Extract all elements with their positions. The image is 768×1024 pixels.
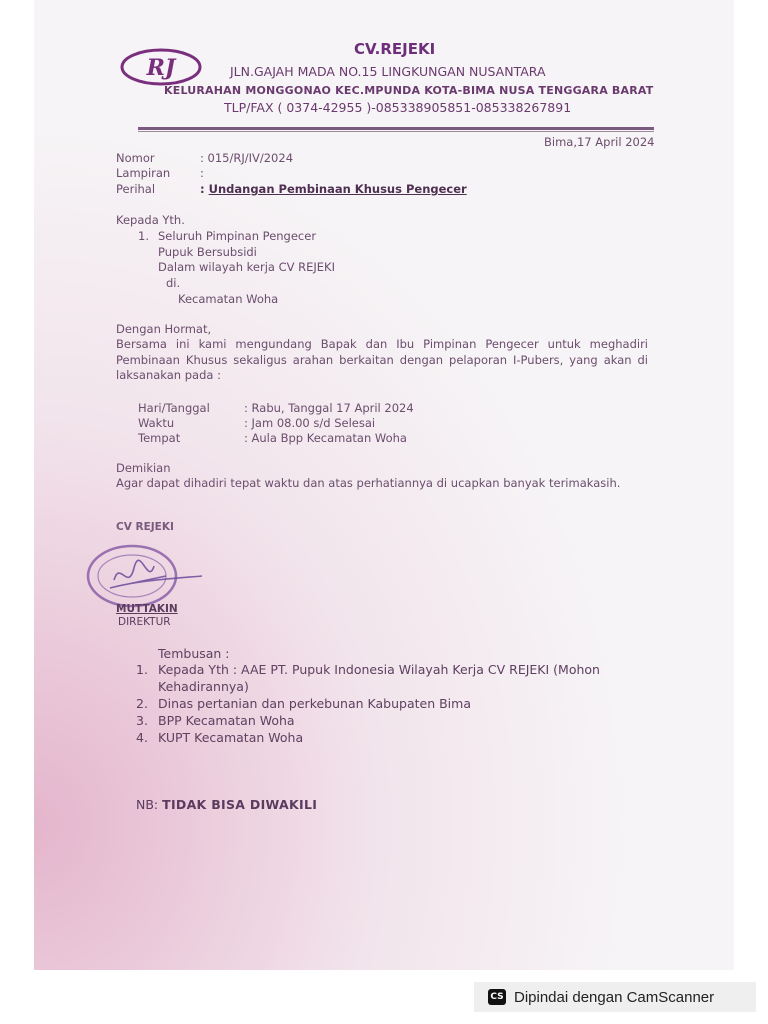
- camscanner-badge: [474, 982, 756, 1012]
- tembusan-item-1-cont: Kehadirannya): [158, 679, 249, 694]
- signature-company: CV REJEKI: [116, 521, 174, 533]
- tembusan-item-4: KUPT Kecamatan Woha: [158, 730, 304, 745]
- address-line-1: JLN.GAJAH MADA NO.15 LINGKUNGAN NUSANTARA: [230, 64, 546, 79]
- lampiran-value: :: [200, 166, 204, 180]
- company-name: CV.REJEKI: [354, 40, 436, 58]
- phone-line: TLP/FAX ( 0374-42955 )-085338905851-085338267891: [224, 100, 572, 115]
- closing-line-2: Agar dapat dihadiri tepat waktu dan atas perhatiannya di ucapkan banyak terimakasih.: [116, 476, 621, 490]
- signer-title: DIREKTUR: [118, 616, 171, 628]
- address-line-2: KELURAHAN MONGGONAO KEC.MPUNDA KOTA-BIMA NUSA TENGGARA BARAT: [164, 84, 654, 97]
- company-logo: [120, 48, 202, 86]
- recipient-line-1: Seluruh Pimpinan Pengecer: [158, 229, 317, 243]
- recipient-line-4: di.: [166, 276, 181, 290]
- perihal-colon: :: [200, 182, 205, 196]
- nomor-label: Nomor: [116, 151, 155, 165]
- closing-line-1: Demikian: [116, 461, 171, 475]
- schedule-label-place: Tempat: [138, 431, 181, 445]
- recipient-line-3: Dalam wilayah kerja CV REJEKI: [158, 260, 335, 274]
- perihal-subject: Undangan Pembinaan Khusus Pengecer: [208, 182, 467, 196]
- recipient-line-2: Pupuk Bersubsidi: [158, 245, 257, 259]
- body-paragraph: Bersama ini kami mengundang Bapak dan Ibu Pimpinan Pengecer untuk meghadiri Pembinaan Khusus sekaligus arahan berkaitan dengan pelaporan I-Pubers, yang akan di laksanakan pada :: [116, 337, 648, 382]
- recipient-greeting: Kepada Yth.: [116, 213, 185, 227]
- header-rule: [138, 127, 654, 130]
- note: [136, 797, 317, 812]
- lampiran-label: Lampiran: [116, 166, 171, 180]
- logo-text: RJ: [146, 55, 176, 81]
- camscanner-text: Dipindai dengan CamScanner: [514, 988, 715, 1006]
- letter-page: [34, 0, 734, 970]
- signer-name: MUTTAKIN: [116, 603, 178, 615]
- salutation: Dengan Hormat,: [116, 322, 212, 336]
- perihal-value: [200, 182, 467, 196]
- header-rule-thin: [138, 131, 654, 132]
- camscanner-icon: CS: [488, 989, 506, 1005]
- note-label: NB:: [136, 797, 159, 812]
- tembusan-item-3: BPP Kecamatan Woha: [158, 713, 295, 728]
- recipient-number: 1.: [138, 229, 149, 243]
- tembusan-item-1: Kepada Yth : AAE PT. Pupuk Indonesia Wilayah Kerja CV REJEKI (Mohon: [158, 662, 600, 677]
- tembusan-item-2: Dinas pertanian dan perkebunan Kabupaten Bima: [158, 696, 471, 711]
- letter-date: Bima,17 April 2024: [544, 135, 655, 149]
- schedule-value-date: : Rabu, Tanggal 17 April 2024: [244, 401, 414, 415]
- tembusan-num-3: 3.: [136, 713, 148, 728]
- tembusan-num-1: 1.: [136, 662, 148, 677]
- perihal-label: Perihal: [116, 182, 156, 196]
- schedule-value-time: : Jam 08.00 s/d Selesai: [244, 416, 376, 430]
- schedule-label-date: Hari/Tanggal: [138, 401, 210, 415]
- tembusan-num-4: 4.: [136, 730, 148, 745]
- schedule-value-place: : Aula Bpp Kecamatan Woha: [244, 431, 407, 445]
- note-text: TIDAK BISA DIWAKILI: [162, 797, 318, 812]
- recipient-line-5: Kecamatan Woha: [178, 292, 279, 306]
- nomor-value: : 015/RJ/IV/2024: [200, 151, 294, 165]
- tembusan-num-2: 2.: [136, 696, 148, 711]
- schedule-label-time: Waktu: [138, 416, 175, 430]
- tembusan-heading: Tembusan :: [158, 646, 230, 661]
